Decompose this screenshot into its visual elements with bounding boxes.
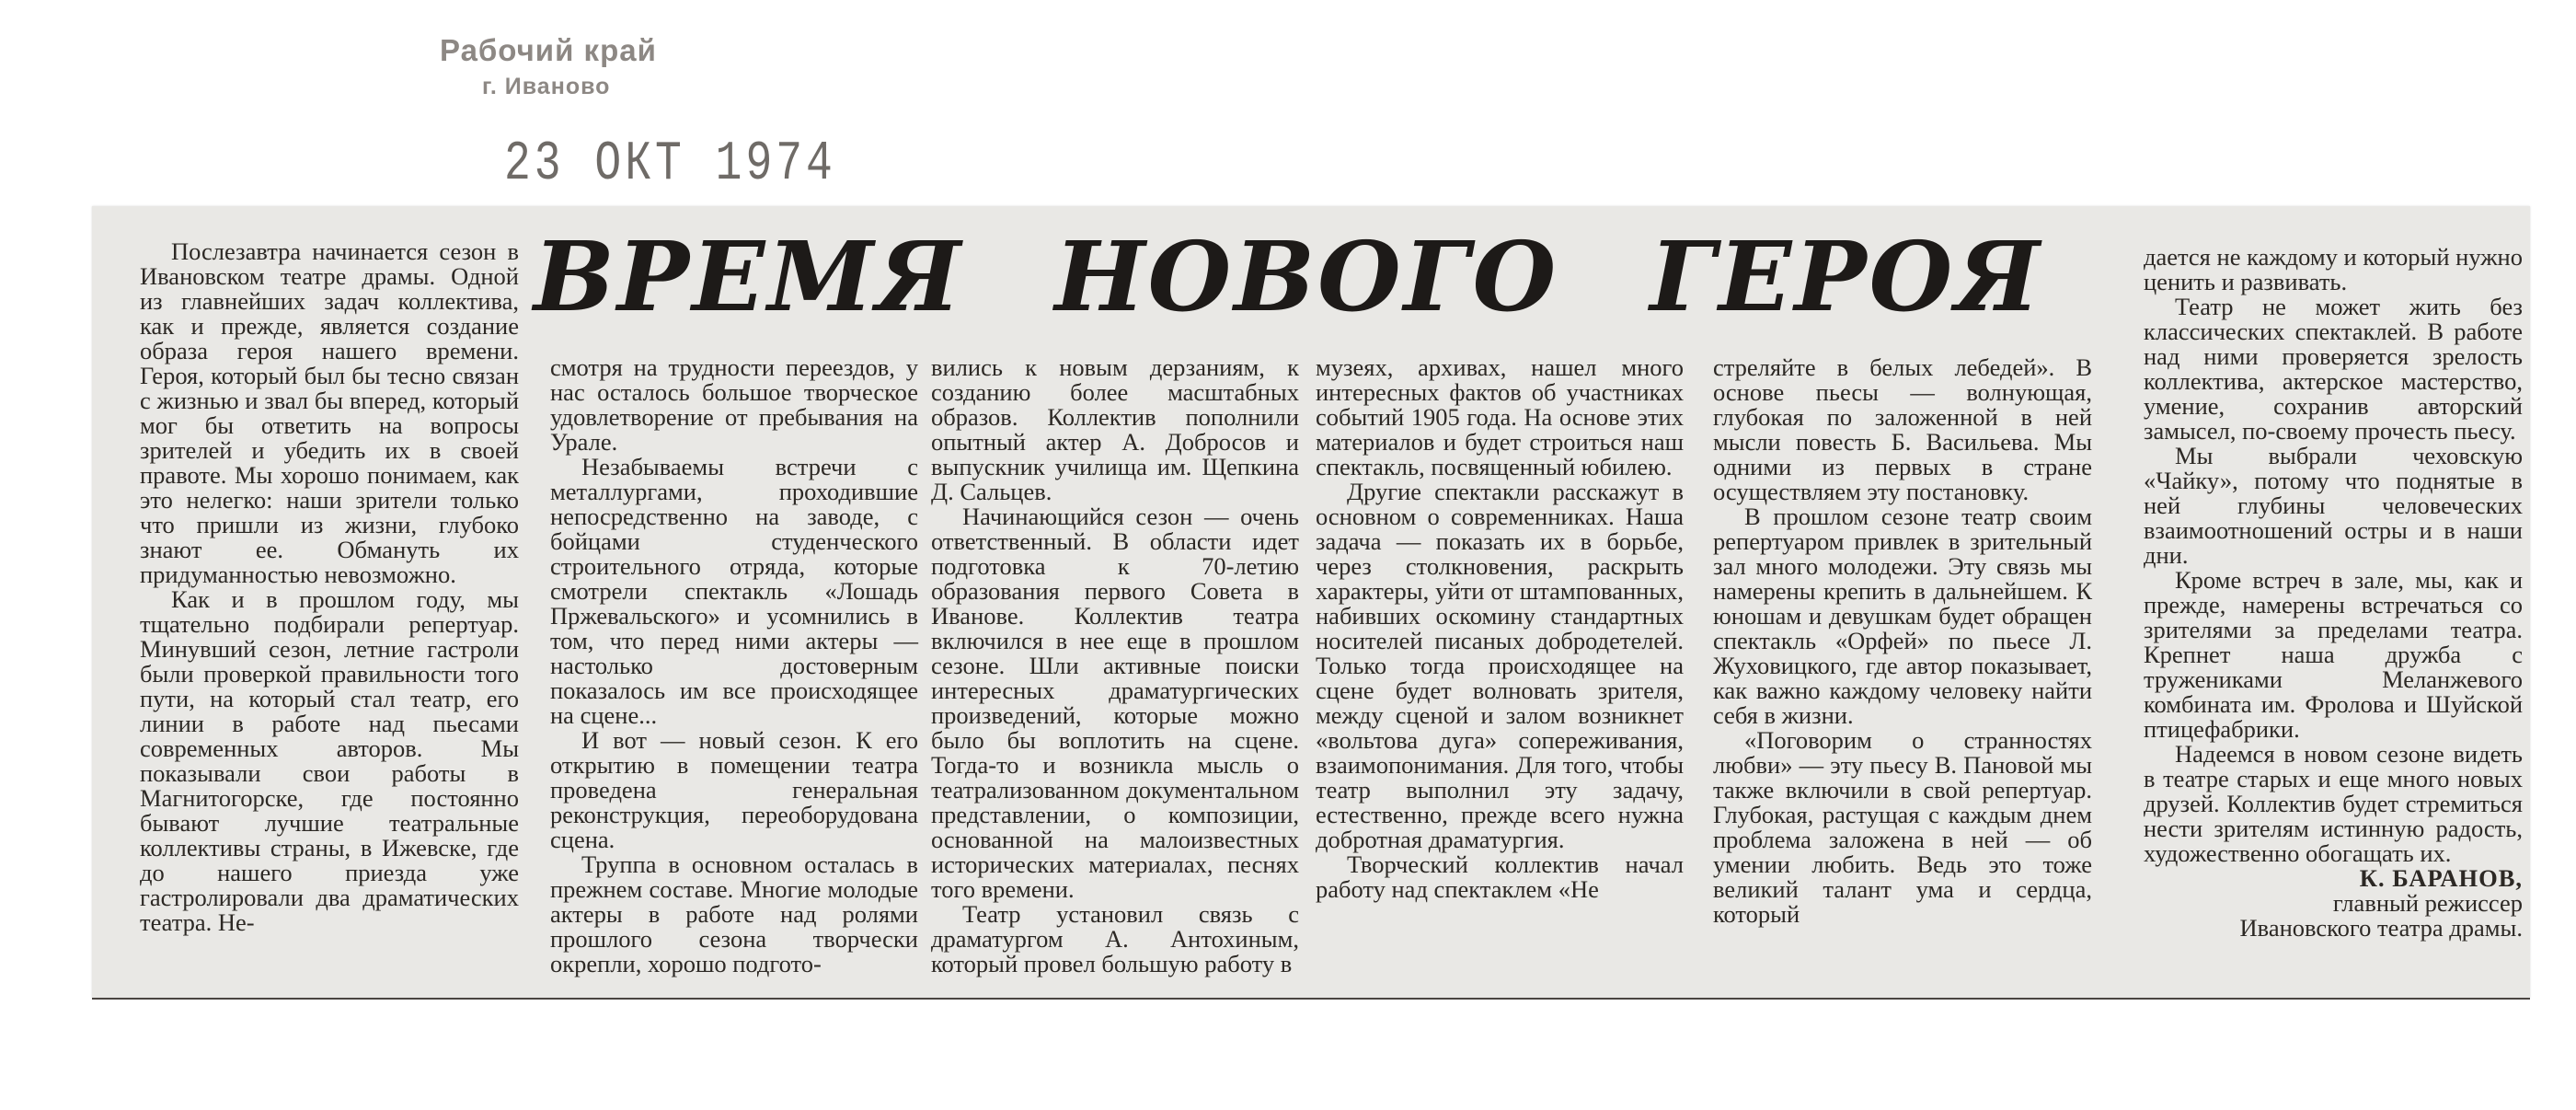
author-title: главный режиссер xyxy=(2332,889,2523,917)
paragraph: Кроме встреч в зале, мы, как и прежде, намерены встречаться со зрителями за пределами театра. Крепнет наша дружба с тружениками Меланжевого комбината им. Фролова и Шуйской птицефабрики. xyxy=(2144,566,2523,743)
article-column-4 xyxy=(1316,355,1684,981)
paragraph: Незабываемы встречи с металлургами, проходившие непосредственно на заводе, с бойцами студенческого строительного отряда, которые смотрели спектакль «Лошадь Пржевальского» и усомнились в том, что перед ними актеры — настолько достоверным показалось им все происходящее на сцене... xyxy=(550,453,918,729)
author-name: К. БАРАНОВ, xyxy=(2359,864,2523,892)
article-column-5 xyxy=(1713,355,2092,990)
paragraph: смотря на трудности переездов, у нас осталось большое творческое удовлетворение от пребывания на Урале. xyxy=(550,353,918,456)
paragraph: Другие спектакли расскажут в основном о современниках. Наша задача — показать их в борьбе, через столкновения, раскрыть характеры, уйти от штампованных, набивших оскомину стандартных носителей писаных добродетелей. Только тогда происходящее на сцене будет волновать зрителя, между сценой и залом возникнет «вольтова дуга» сопереживания, взаимопонимания. Для того, чтобы театр выполнил эту задачу, естественно, прежде всего нужна добротная драматургия. xyxy=(1316,478,1684,853)
paragraph: Театр не может жить без классических спектаклей. В работе над ними проверяется зрелость коллектива, актерское мастерство, умение, сохранив авторский замысел, по-своему прочесть пьесу. xyxy=(2144,293,2523,445)
date-stamp: 23 ОКТ 1974 xyxy=(504,133,836,196)
article-column-3 xyxy=(931,353,1299,977)
newspaper-source-stamp xyxy=(440,33,716,100)
paragraph: Послезавтра начинается сезон в Ивановском театре драмы. Одной из главнейших задач коллектива, как и прежде, является создание образа героя нашего времени. Героя, который был бы тесно связан с жизнью и звал бы вперед, который мог бы ответить на вопросы зрителей и убедить их в своей правоте. Мы хорошо понимаем, как это нелегко: наши зрители только что пришли из жизни, глубоко знают ее. Обмануть их придуманностью невозможно. xyxy=(140,237,519,588)
article-column-1 xyxy=(140,239,519,976)
paragraph: вились к новым дерзаниям, к созданию более масштабных образов. Коллектив пополнили опытный актер А. Добросов и выпускник училища им. Щепкина Д. Сальцев. xyxy=(931,353,1299,505)
article-headline: ВРЕМЯ НОВОГО ГЕРОЯ xyxy=(534,220,2042,333)
paragraph: В прошлом сезоне театр своим репертуаром привлек в зрительный зал много молодежи. Эту связь мы намерены крепить в дальнейшем. К юношам и девушкам будет обращен спектакль «Орфей» по пьесе Л. Жуховицкого, где автор показывает, как важно каждому человеку найти себя в жизни. xyxy=(1713,503,2092,729)
newspaper-city: г. Иваново xyxy=(482,74,611,99)
paragraph: Как и в прошлом году, мы тщательно подбирали репертуар. Минувший сезон, летние гастроли были проверкой правильности того пути, на который стал театр, его линии в работе над пьесами современных авторов. Мы показывали свои работы в Магнитогорске, где постоянно бывают лучшие театральные коллективы страны, в Ижевске, где до нашего приезда уже гастролировали два драматических театра. Не- xyxy=(140,585,519,936)
author-theatre: Ивановского театра драмы. xyxy=(2239,914,2523,942)
article-column-2 xyxy=(550,353,918,977)
paragraph: Начинающийся сезон — очень ответственный. В области идет подготовка к 70-летию образования первого Совета в Иванове. Коллектив театра включился в нее еще в прошлом сезоне. Шли активные поиски интересных драматургических произведений, которые можно было бы воплотить на сцене. Тогда-то и возникла мысль о театрализованном документальном представлении, о композиции, основанной на малоизвестных исторических материалах, песнях того времени. xyxy=(931,503,1299,903)
paragraph: Мы выбрали чеховскую «Чайку», потому что поднятые в ней глубины человеческих взаимоотношений остры и в наши дни. xyxy=(2144,442,2523,569)
paragraph: музеях, архивах, нашел много интересных фактов об участниках событий 1905 года. На основе этих материалов и будет строиться наш спектакль, посвященный юбилею. xyxy=(1316,353,1684,480)
paragraph: И вот — новый сезон. К его открытию в помещении театра проведена генеральная реконструкция, переоборудована сцена. xyxy=(550,726,918,853)
article-column-6 xyxy=(2144,245,2523,994)
paragraph: стреляйте в белых лебедей». В основе пьесы — волнующая, глубокая по заложенной в ней мысли повесть Б. Васильева. Мы одними из первых в стране осуществляем эту постановку. xyxy=(1713,353,2092,505)
paragraph: Творческий коллектив начал работу над спектаклем «Не xyxy=(1316,850,1684,903)
paragraph: Надеемся в новом сезоне видеть в театре старых и еще много новых друзей. Коллектив будет стремиться нести зрителям истинную радость, художественно обогащать их. xyxy=(2144,740,2523,867)
newspaper-title: Рабочий край xyxy=(440,33,657,67)
newspaper-clipping xyxy=(92,206,2530,998)
paragraph: Театр установил связь с драматургом А. Антохиным, который провел большую работу в xyxy=(931,900,1299,977)
paragraph: Труппа в основном осталась в прежнем составе. Многие молодые актеры в работе над ролями прошлого сезона творчески окрепли, хорошо подгото- xyxy=(550,850,918,977)
paragraph: дается не каждому и который нужно ценить и развивать. xyxy=(2144,243,2523,295)
paragraph: «Поговорим о странностях любви» — эту пьесу В. Пановой мы также включили в свой репертуар. Глубокая, растущая с каждым днем проблема заложена в ней — об умении любить. Ведь это тоже великий талант ума и сердца, который xyxy=(1713,726,2092,928)
